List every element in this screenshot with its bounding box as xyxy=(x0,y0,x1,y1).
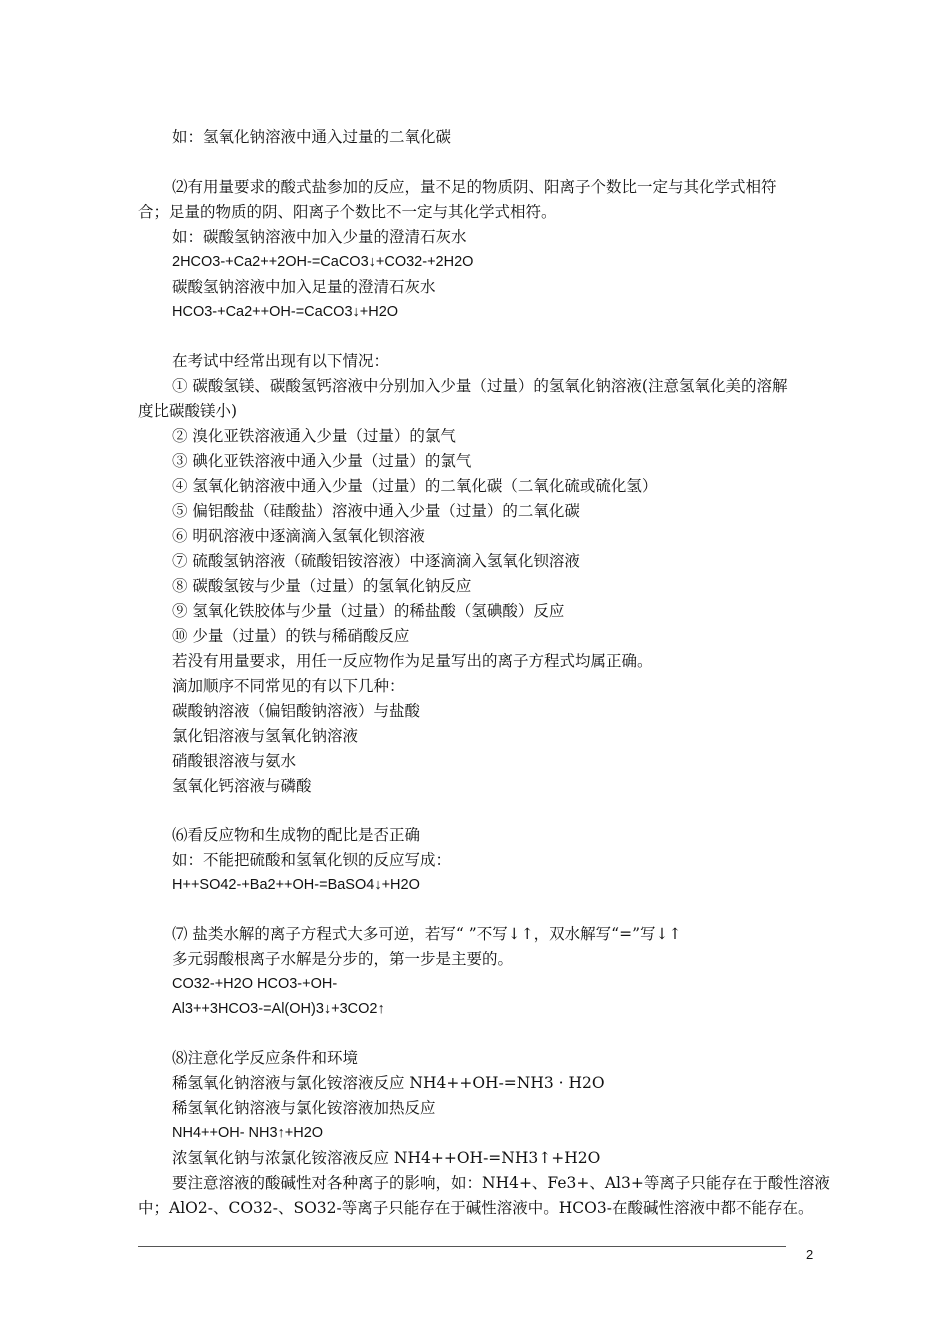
text-line: 氢氧化钙溶液与磷酸 xyxy=(172,777,312,795)
text-line: 如：不能把硫酸和氢氧化钡的反应写成： xyxy=(172,851,452,869)
text-line: 碳酸氢钠溶液中加入足量的澄清石灰水 xyxy=(172,278,436,296)
page-number: 2 xyxy=(806,1247,814,1262)
text-line: 如：氢氧化钠溶液中通入过量的二氧化碳 xyxy=(172,128,452,146)
text-line: 稀氢氧化钠溶液与氯化铵溶液加热反应 xyxy=(172,1099,436,1117)
list-item: ② 溴化亚铁溶液通入少量（过量）的氯气 xyxy=(172,427,456,445)
equation-line: HCO3-+Ca2++OH-=CaCO3↓+H2O xyxy=(172,304,399,320)
text-line: ⑵有用量要求的酸式盐参加的反应，量不足的物质阴、阳离子个数比一定与其化学式相符 xyxy=(172,178,777,196)
text-line: 硝酸银溶液与氨水 xyxy=(172,752,297,770)
equation-line: Al3++3HCO3-=Al(OH)3↓+3CO2↑ xyxy=(172,1001,385,1017)
list-item: ⑨ 氢氧化铁胶体与少量（过量）的稀盐酸（氢碘酸）反应 xyxy=(172,602,565,620)
list-item: ⑧ 碳酸氢铵与少量（过量）的氢氧化钠反应 xyxy=(172,577,472,595)
text-line: 碳酸钠溶液（偏铝酸钠溶液）与盐酸 xyxy=(172,702,421,720)
text-line: 中；AlO2-、CO32-、SO32-等离子只能存在于碱性溶液中。HCO3-在酸碱性溶液中都不能存在。 xyxy=(138,1199,814,1217)
equation-line: CO32-+H2O HCO3-+OH- xyxy=(172,976,338,992)
text-line: 氯化铝溶液与氢氧化钠溶液 xyxy=(172,727,359,745)
text-line: 合；足量的物质的阴、阳离子个数比不一定与其化学式相符。 xyxy=(138,203,557,221)
text-line: 稀氢氧化钠溶液与氯化铵溶液反应 NH4++OH-=NH3 · H2O xyxy=(172,1074,605,1092)
text-line: 浓氢氧化钠与浓氯化铵溶液反应 NH4++OH-=NH3↑+H2O xyxy=(172,1149,601,1167)
list-item: ⑦ 硫酸氢钠溶液（硫酸铝铵溶液）中逐滴滴入氢氧化钡溶液 xyxy=(172,552,580,570)
list-item: ③ 碘化亚铁溶液中通入少量（过量）的氯气 xyxy=(172,452,472,470)
equation-line: NH4++OH- NH3↑+H2O xyxy=(172,1125,324,1141)
list-item: ① 碳酸氢镁、碳酸氢钙溶液中分别加入少量（过量）的氢氧化钠溶液(注意氢氧化美的溶解 xyxy=(172,377,788,395)
text-line: ⑹看反应物和生成物的配比是否正确 xyxy=(172,826,421,844)
list-item: ⑩ 少量（过量）的铁与稀硝酸反应 xyxy=(172,627,410,645)
text-line: 度比碳酸镁小) xyxy=(138,402,238,420)
footer-divider xyxy=(138,1246,786,1247)
text-line: ⑺ 盐类水解的离子方程式大多可逆，若写“ ”不写↓↑，双水解写“=”写↓↑ xyxy=(172,925,682,943)
equation-line: 2HCO3-+Ca2++2OH-=CaCO3↓+CO32-+2H2O xyxy=(172,254,474,270)
list-item: ⑤ 偏铝酸盐（硅酸盐）溶液中通入少量（过量）的二氧化碳 xyxy=(172,502,580,520)
list-item: ④ 氢氧化钠溶液中通入少量（过量）的二氧化碳（二氧化硫或硫化氢） xyxy=(172,477,658,495)
text-line: 在考试中经常出现有以下情况： xyxy=(172,352,390,370)
text-line: ⑻注意化学反应条件和环境 xyxy=(172,1049,359,1067)
text-line: 若没有用量要求，用任一反应物作为足量写出的离子方程式均属正确。 xyxy=(172,652,653,670)
equation-line: H++SO42-+Ba2++OH-=BaSO4↓+H2O xyxy=(172,877,420,893)
text-line: 要注意溶液的酸碱性对各种离子的影响，如：NH4+、Fe3+、Al3+等离子只能存在于酸性溶液 xyxy=(172,1174,830,1192)
text-line: 滴加顺序不同常见的有以下几种： xyxy=(172,677,405,695)
text-line: 多元弱酸根离子水解是分步的，第一步是主要的。 xyxy=(172,950,514,968)
list-item: ⑥ 明矾溶液中逐滴滴入氢氧化钡溶液 xyxy=(172,527,425,545)
text-line: 如：碳酸氢钠溶液中加入少量的澄清石灰水 xyxy=(172,228,467,246)
